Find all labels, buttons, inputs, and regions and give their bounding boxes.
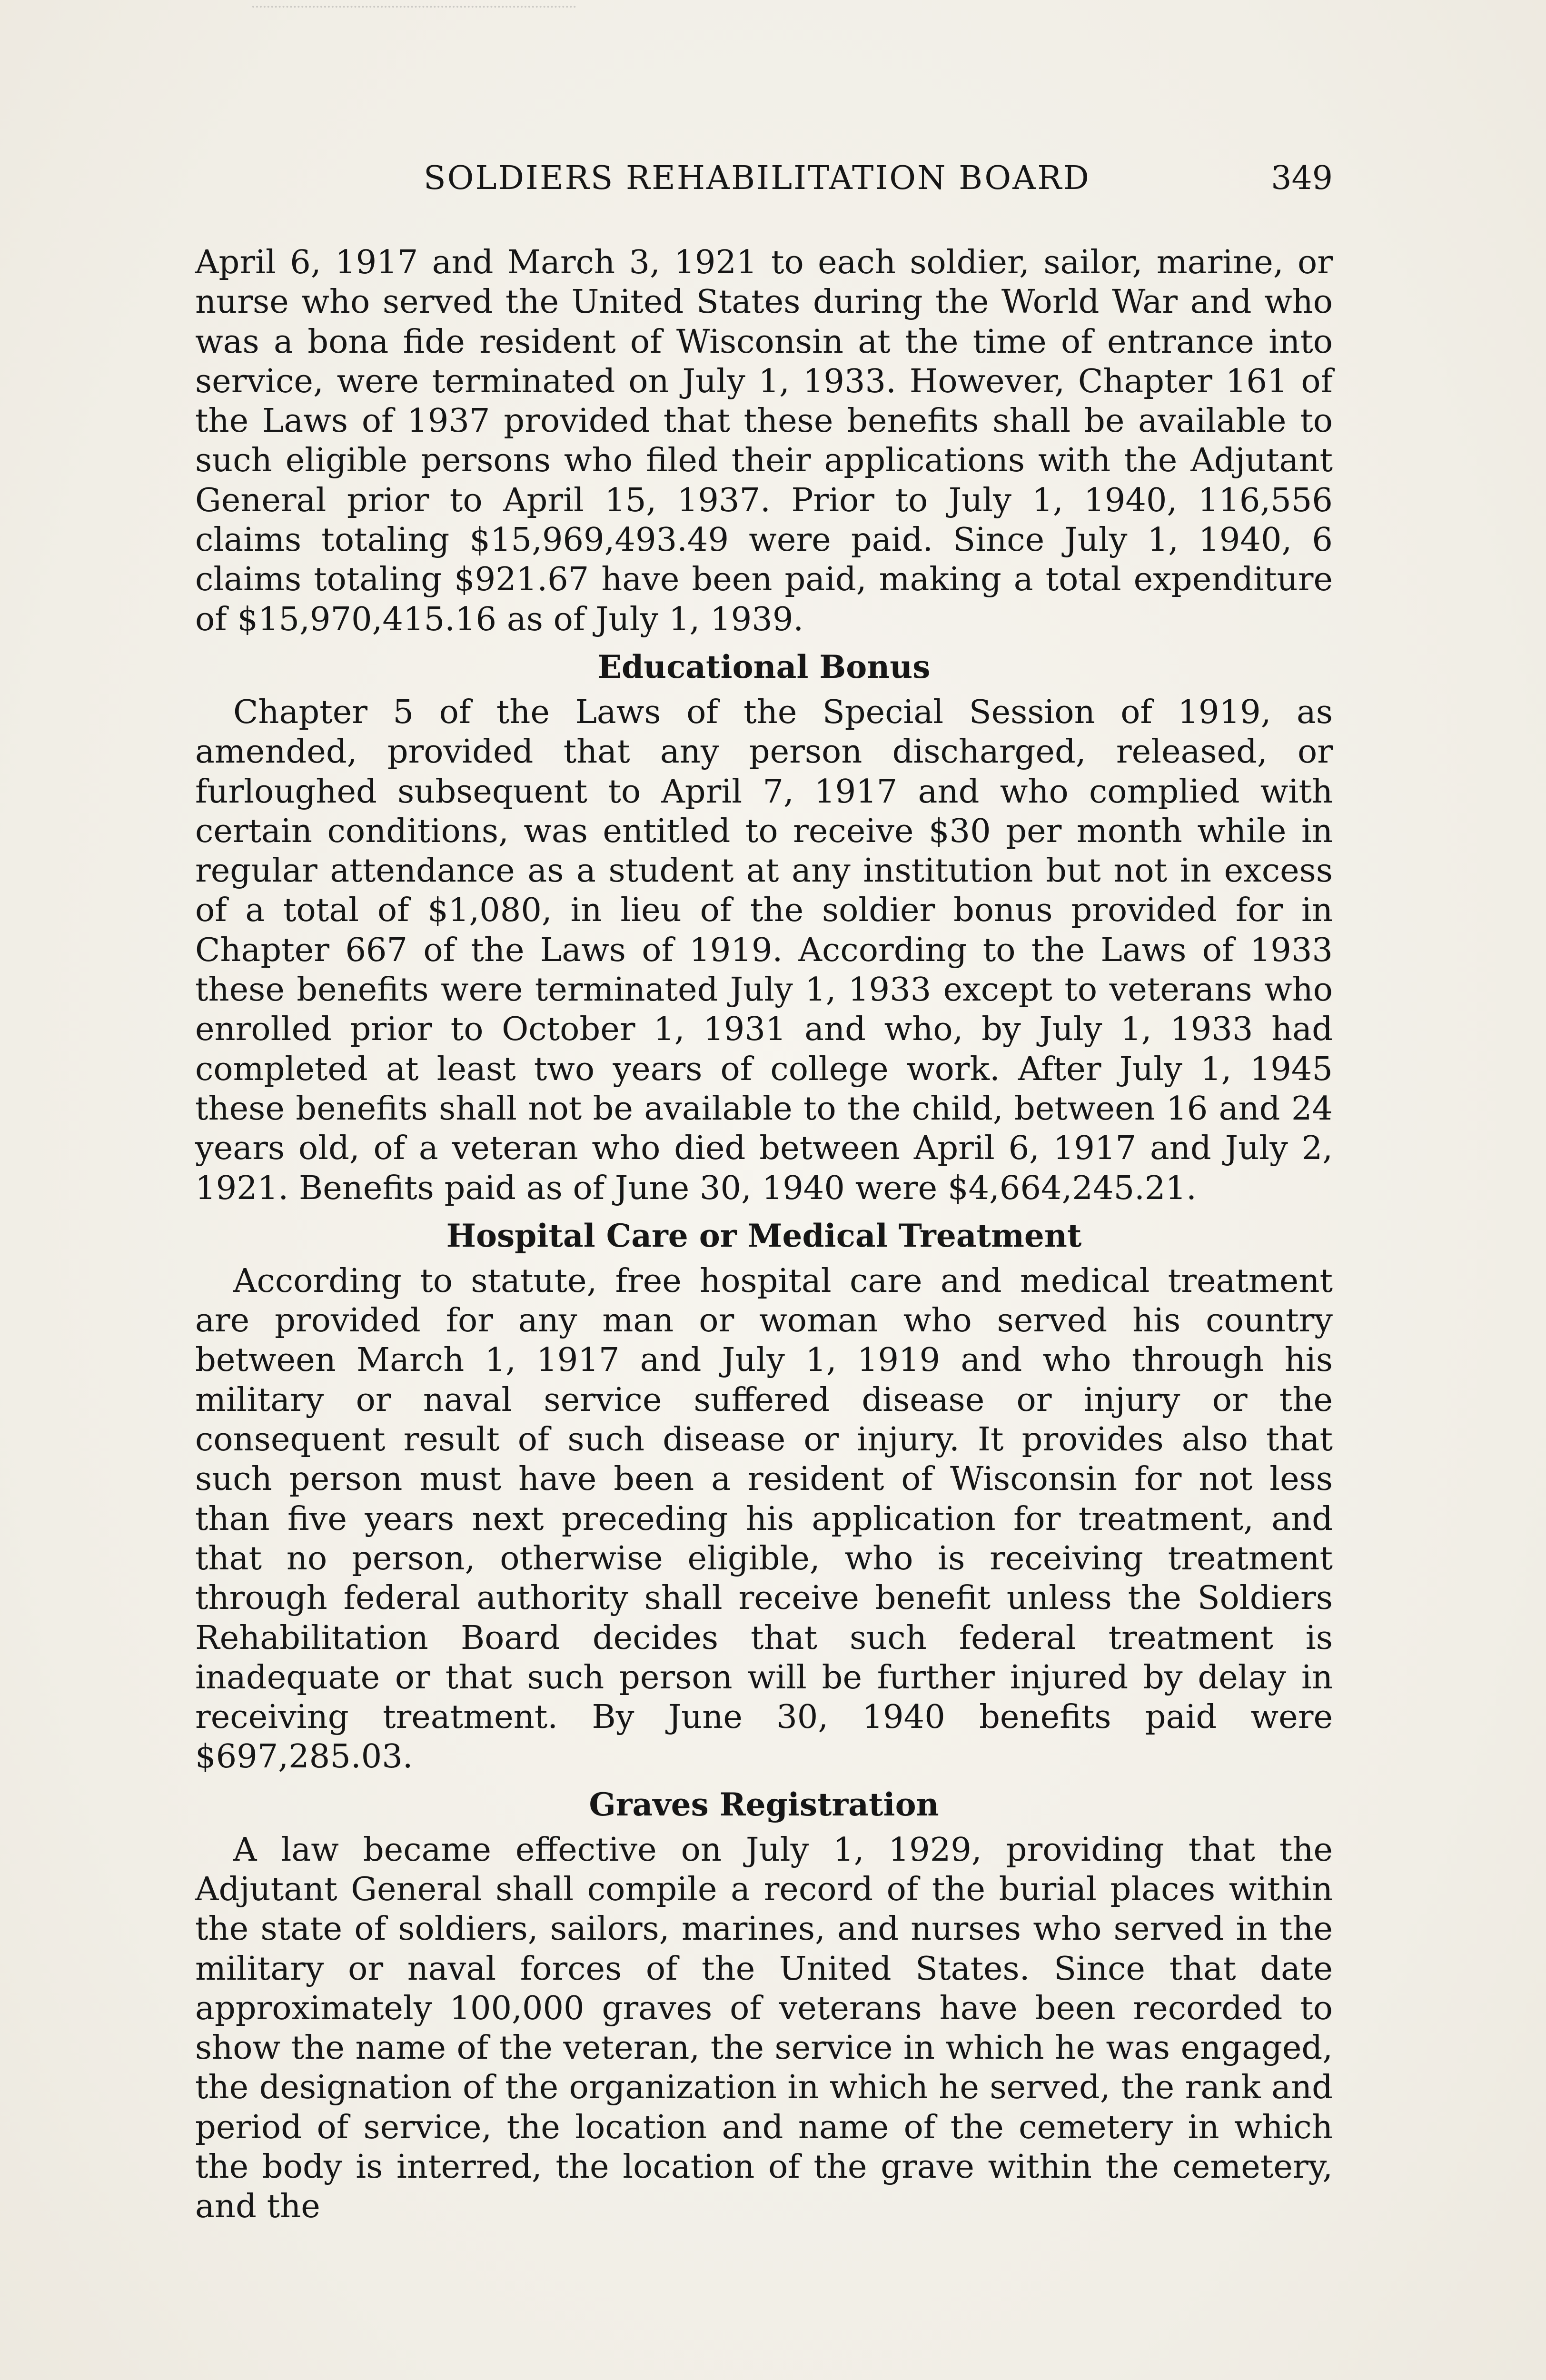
- body-text: [195, 243, 1333, 2227]
- running-title: SOLDIERS REHABILITATION BOARD: [424, 159, 1090, 197]
- running-header: [195, 157, 1333, 200]
- heading-educational-bonus: Educational Bonus: [597, 648, 931, 685]
- top-edge-ink-mark: [252, 0, 576, 8]
- paragraph-soldier-bonus-continuation: April 6, 1917 and March 3, 1921 to each soldier, sailor, marine, or nurse who served the United States during the World War and who was a bona fide resident of Wisconsin at the time of entrance into service, were terminated on July 1, 1933. However, Chapter 161 of the Laws of 1937 provided that these benefits shall be available to such eligible persons who filed their applications with the Adjutant General prior to April 15, 1937. Prior to July 1, 1940, 116,556 claims totaling $15,969,493.49 were paid. Since July 1, 1940, 6 claims totaling $921.67 have been paid, making a total expenditure of $15,970,415.16 as of July 1, 1939.: [195, 243, 1333, 638]
- heading-graves-registration: Graves Registration: [589, 1785, 939, 1823]
- paragraph-graves-registration: A law became effective on July 1, 1929, providing that the Adjutant General shall compile a record of the burial places within the state of soldiers, sailors, marines, and nurses who served in the military or naval forces of the United States. Since that date approximately 100,000 graves of veterans have been recorded to show the name of the veteran, the service in which he was engaged, the designation of the organization in which he served, the rank and period of service, the location and name of the cemetery in which the body is interred, the location of the grave within the cemetery, and the: [195, 1830, 1333, 2226]
- page-number: 349: [1271, 159, 1333, 197]
- heading-hospital-care: Hospital Care or Medical Treatment: [446, 1217, 1082, 1254]
- paragraph-hospital-care: According to statute, free hospital care and medical treatment are provided for any man or woman who served his country between March 1, 1917 and July 1, 1919 and who through his military or naval service suffered disease or injury or the consequent result of such disease or injury. It provides also that such person must have been a resident of Wisconsin for not less than five years next preceding his application for treatment, and that no person, otherwise eligible, who is receiving treatment through federal authority shall receive benefit unless the Soldiers Rehabilitation Board decides that such federal treatment is inadequate or that such person will be further injured by delay in receiving treatment. By June 30, 1940 benefits paid were $697,285.03.: [195, 1261, 1333, 1776]
- paragraph-educational-bonus: Chapter 5 of the Laws of the Special Session of 1919, as amended, provided that any person discharged, released, or furloughed subsequent to April 7, 1917 and who complied with certain conditions, was entitled to receive $30 per month while in regular attendance as a student at any institution but not in excess of a total of $1,080, in lieu of the soldier bonus provided for in Chapter 667 of the Laws of 1919. According to the Laws of 1933 these benefits were terminated July 1, 1933 except to veterans who enrolled prior to October 1, 1931 and who, by July 1, 1933 had completed at least two years of college work. After July 1, 1945 these benefits shall not be available to the child, between 16 and 24 years old, of a veteran who died between April 6, 1917 and July 2, 1921. Benefits paid as of June 30, 1940 were $4,664,245.21.: [195, 693, 1333, 1207]
